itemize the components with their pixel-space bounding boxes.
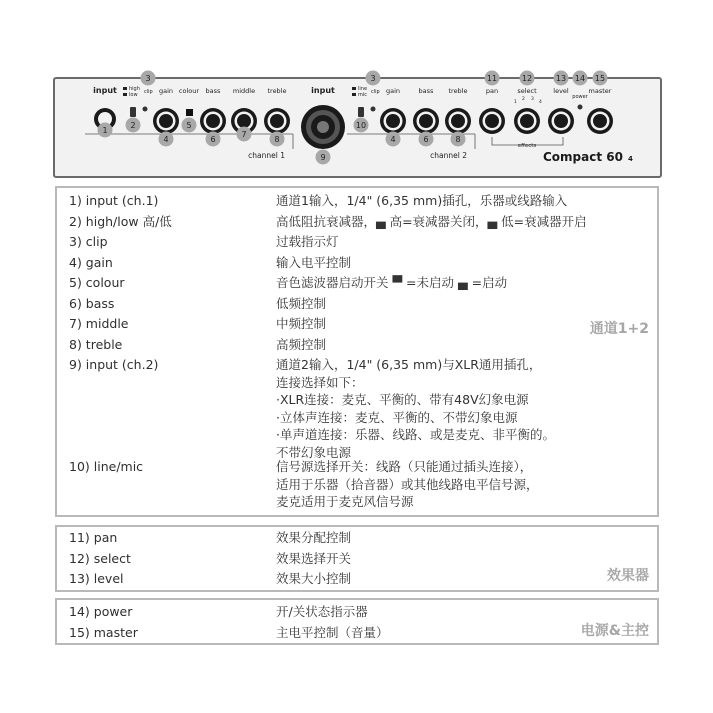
item-label: 6) bass [69,296,115,311]
item-description: 通道2输入，1/4" (6,35 mm)与XLR通用插孔， [276,357,542,372]
ch2-bass-knob[interactable] [413,108,439,134]
ch1-clip-led [143,107,148,112]
item-description: ·单声道连接：乐器、线路、或是麦克、非平衡的。 [276,427,555,442]
amp-front-panel [53,74,662,178]
item-description: 连接选择如下： [276,374,364,390]
callout-marker-number: 4 [390,135,396,144]
section-title: 效果器 [607,568,649,584]
section-title: 电源&主控 [580,623,649,639]
item-label: 3) clip [69,234,108,249]
item-description: 信号源选择开关：线路（只能通过插头连接）， [276,459,533,474]
callout-marker-number: 1 [102,126,108,135]
callout-marker-number: 13 [555,74,567,83]
select-pos-2: 2 [522,97,525,102]
item-description: 不带幻象电源 [276,444,352,460]
pan-knob[interactable] [479,108,505,134]
model-subscript: 4 [628,155,633,163]
level-label: level [553,87,569,95]
ch1-colour-label: colour [178,87,200,95]
ch2-line-label: line [358,86,368,92]
ch1-bass-label: bass [205,87,221,95]
item-description: 主电平控制（音量） [276,625,389,640]
item-label: 10) line/mic [69,459,144,474]
item-description: 音色滤波器启动开关 ▀ =未启动 ▄ =启动 [276,275,508,290]
callout-marker-number: 9 [320,153,326,162]
callout-marker-number: 8 [274,135,280,144]
item-label: 5) colour [69,275,125,290]
line-mark-icon [352,87,356,90]
ch1-bass-knob[interactable] [200,108,226,134]
callout-marker-number: 3 [370,74,376,83]
select-pos-3: 3 [531,97,534,102]
ch1-low-label: low [129,92,138,98]
item-description: 麦克适用于麦克风信号源 [276,494,414,509]
ch1-input-label: input [93,86,117,95]
ch1-high-label: high [129,86,140,92]
line-mic-switch[interactable] [358,107,364,117]
ch1-treble-knob[interactable] [264,108,290,134]
callout-marker-number: 7 [241,130,247,139]
select-pos-1: 1 [514,100,517,105]
section-power-master [55,598,659,645]
ch2-input-label: input [311,86,335,95]
item-description: 高频控制 [276,337,327,352]
power-led [578,105,583,110]
ch1-middle-label: middle [232,87,256,95]
panel-drawing [55,74,660,176]
callout-marker-number: 2 [130,121,136,130]
item-description: 效果分配控制 [276,530,352,545]
callout-marker-number: 6 [210,135,216,144]
highlow-switch[interactable] [130,107,136,117]
item-description: 通道1输入，1/4" (6,35 mm)插孔，乐器或线路输入 [276,193,568,208]
effects-label: effects [517,143,537,149]
channel-1-label: channel 1 [248,151,285,160]
item-description: ·XLR连接：麦克、平衡的、带有48V幻象电源 [276,392,529,407]
ch2-bass-label: bass [418,87,434,95]
item-description: ·立体声连接：麦克、平衡的、不带幻象电源 [276,409,518,425]
item-label: 14) power [69,604,133,619]
ch2-gain-label: gain [385,87,401,95]
master-label: master [588,87,612,95]
ch2-clip-label: clip [371,89,380,95]
item-label: 4) gain [69,255,113,270]
power-label: power [572,94,588,100]
mic-mark-icon [352,93,356,96]
item-label: 15) master [69,625,138,640]
section-title: 通道1+2 [589,321,649,337]
item-label: 8) treble [69,337,123,352]
select-knob[interactable] [514,108,540,134]
callout-marker-number: 15 [594,74,606,83]
high-mark-icon [123,87,127,90]
model-name: Compact 60 [543,150,623,164]
item-label: 11) pan [69,530,118,545]
section-effects [55,525,659,592]
ch2-treble-label: treble [448,87,468,95]
section-channels [55,186,659,517]
item-description: 过载指示灯 [276,234,339,249]
ch2-clip-led [371,107,376,112]
select-label: select [517,87,537,95]
item-description: 输入电平控制 [276,255,352,270]
item-label: 9) input (ch.2) [69,357,159,372]
callout-marker-number: 11 [486,74,498,83]
callout-marker-number: 6 [423,135,429,144]
item-label: 7) middle [69,316,129,331]
callout-marker-number: 4 [163,135,169,144]
channel-2-label: channel 2 [430,151,467,160]
level-knob[interactable] [548,108,574,134]
item-description: 效果选择开关 [276,551,352,566]
item-description: 开/关状态指示器 [276,604,368,619]
item-description: 适用于乐器（拾音器）或其他线路电平信号源， [276,476,539,492]
item-label: 2) high/low 高/低 [69,214,172,229]
item-description: 中频控制 [276,316,327,331]
callout-marker-number: 8 [455,135,461,144]
item-description: 低频控制 [276,296,327,311]
ch2-gain-knob[interactable] [380,108,406,134]
ch1-treble-label: treble [267,87,287,95]
item-description: 高低阻抗衰减器，▄ 高=衰减器关闭，▄ 低=衰减器开启 [276,214,587,229]
low-mark-icon [123,93,127,96]
item-label: 12) select [69,551,131,566]
ch1-gain-knob[interactable] [153,108,179,134]
ch1-gain-label: gain [158,87,174,95]
master-knob[interactable] [587,108,613,134]
item-label: 1) input (ch.1) [69,193,159,208]
ch2-mic-label: mic [358,92,368,98]
ch2-treble-knob[interactable] [445,108,471,134]
select-pos-4: 4 [539,100,542,105]
item-description: 效果大小控制 [276,571,352,586]
callout-marker-number: 12 [521,74,533,83]
callout-marker-number: 3 [145,74,151,83]
ch1-clip-label: clip [144,89,153,95]
callout-marker-number: 10 [355,121,367,130]
pan-label: pan [485,87,499,95]
callout-marker-number: 14 [574,74,586,83]
callout-marker-number: 5 [186,121,192,130]
item-label: 13) level [69,571,124,586]
colour-switch[interactable] [186,109,193,116]
